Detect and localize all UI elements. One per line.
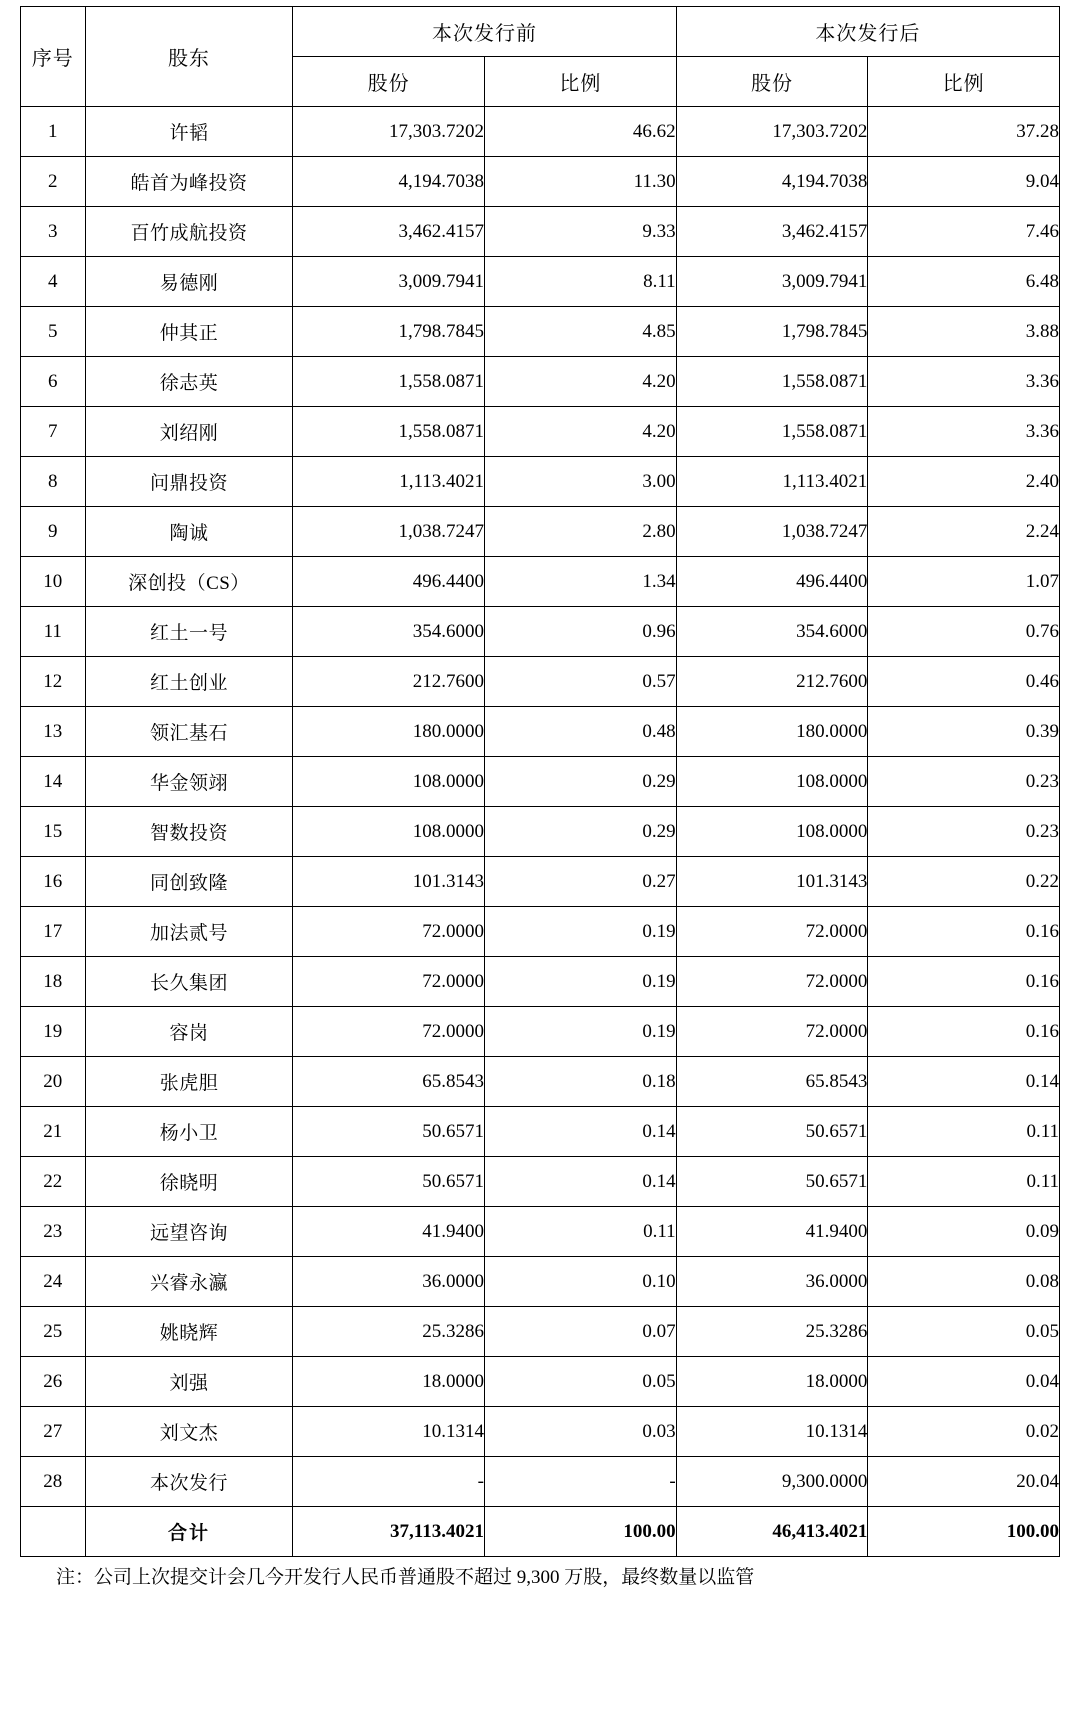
row-after-shares: 65.8543 xyxy=(676,1057,868,1107)
row-after-ratio: 6.48 xyxy=(868,257,1060,307)
row-index: 27 xyxy=(21,1407,86,1457)
row-before-ratio: 0.07 xyxy=(485,1307,677,1357)
row-after-shares: 1,798.7845 xyxy=(676,307,868,357)
row-after-shares: 108.0000 xyxy=(676,757,868,807)
row-after-shares: 3,009.7941 xyxy=(676,257,868,307)
row-before-shares: 17,303.7202 xyxy=(293,107,485,157)
row-shareholder-name: 红土一号 xyxy=(85,607,293,657)
table-row xyxy=(21,1257,1060,1307)
header-before-issue: 本次发行前 xyxy=(293,7,676,57)
row-before-shares: 72.0000 xyxy=(293,907,485,957)
row-after-ratio: 0.14 xyxy=(868,1057,1060,1107)
row-after-shares: 10.1314 xyxy=(676,1407,868,1457)
row-after-shares: 50.6571 xyxy=(676,1157,868,1207)
row-before-ratio: 0.14 xyxy=(485,1157,677,1207)
row-before-ratio: 0.14 xyxy=(485,1107,677,1157)
row-shareholder-name: 领汇基石 xyxy=(85,707,293,757)
row-after-ratio: 0.16 xyxy=(868,1007,1060,1057)
total-after-ratio: 100.00 xyxy=(868,1507,1060,1557)
row-after-shares: 101.3143 xyxy=(676,857,868,907)
table-body xyxy=(21,107,1060,1507)
header-shareholder: 股东 xyxy=(85,7,293,107)
row-after-shares: 354.6000 xyxy=(676,607,868,657)
table-row xyxy=(21,1157,1060,1207)
row-before-ratio: 0.18 xyxy=(485,1057,677,1107)
row-index: 14 xyxy=(21,757,86,807)
row-after-shares: 18.0000 xyxy=(676,1357,868,1407)
table-row xyxy=(21,357,1060,407)
row-after-shares: 1,113.4021 xyxy=(676,457,868,507)
row-index: 21 xyxy=(21,1107,86,1157)
header-index: 序号 xyxy=(21,7,86,107)
row-before-ratio: 0.10 xyxy=(485,1257,677,1307)
row-after-shares: 9,300.0000 xyxy=(676,1457,868,1507)
row-shareholder-name: 刘强 xyxy=(85,1357,293,1407)
row-index: 3 xyxy=(21,207,86,257)
row-before-shares: 3,009.7941 xyxy=(293,257,485,307)
row-before-ratio: 0.19 xyxy=(485,907,677,957)
row-after-ratio: 3.36 xyxy=(868,407,1060,457)
row-index: 18 xyxy=(21,957,86,1007)
row-after-shares: 108.0000 xyxy=(676,807,868,857)
row-index: 15 xyxy=(21,807,86,857)
table-row xyxy=(21,557,1060,607)
row-after-shares: 4,194.7038 xyxy=(676,157,868,207)
table-row xyxy=(21,307,1060,357)
row-shareholder-name: 长久集团 xyxy=(85,957,293,1007)
header-before-ratio: 比例 xyxy=(485,57,677,107)
row-before-ratio: 0.19 xyxy=(485,1007,677,1057)
row-index: 17 xyxy=(21,907,86,957)
row-after-ratio: 37.28 xyxy=(868,107,1060,157)
row-index: 11 xyxy=(21,607,86,657)
row-before-ratio: 0.29 xyxy=(485,807,677,857)
row-shareholder-name: 容岗 xyxy=(85,1007,293,1057)
row-shareholder-name: 深创投（CS） xyxy=(85,557,293,607)
row-before-ratio: 0.96 xyxy=(485,607,677,657)
row-after-ratio: 0.16 xyxy=(868,907,1060,957)
row-shareholder-name: 徐晓明 xyxy=(85,1157,293,1207)
row-after-ratio: 0.46 xyxy=(868,657,1060,707)
table-row xyxy=(21,207,1060,257)
row-after-shares: 72.0000 xyxy=(676,1007,868,1057)
table-row xyxy=(21,1057,1060,1107)
row-shareholder-name: 徐志英 xyxy=(85,357,293,407)
table-row xyxy=(21,957,1060,1007)
row-index: 23 xyxy=(21,1207,86,1257)
row-before-shares: 1,558.0871 xyxy=(293,357,485,407)
row-before-shares: 65.8543 xyxy=(293,1057,485,1107)
row-after-ratio: 3.36 xyxy=(868,357,1060,407)
row-index: 2 xyxy=(21,157,86,207)
table-row xyxy=(21,457,1060,507)
row-after-shares: 36.0000 xyxy=(676,1257,868,1307)
total-after-shares: 46,413.4021 xyxy=(676,1507,868,1557)
row-before-shares: 354.6000 xyxy=(293,607,485,657)
row-index: 25 xyxy=(21,1307,86,1357)
table-row-total xyxy=(21,1507,1060,1557)
row-before-ratio: 1.34 xyxy=(485,557,677,607)
table-row xyxy=(21,1357,1060,1407)
table-row xyxy=(21,157,1060,207)
row-after-ratio: 9.04 xyxy=(868,157,1060,207)
row-shareholder-name: 仲其正 xyxy=(85,307,293,357)
row-before-shares: 212.7600 xyxy=(293,657,485,707)
row-before-shares: 50.6571 xyxy=(293,1107,485,1157)
row-shareholder-name: 同创致隆 xyxy=(85,857,293,907)
row-after-ratio: 7.46 xyxy=(868,207,1060,257)
row-after-ratio: 0.76 xyxy=(868,607,1060,657)
row-shareholder-name: 姚晓辉 xyxy=(85,1307,293,1357)
shareholder-structure-table xyxy=(20,6,1060,1557)
table-row xyxy=(21,1457,1060,1507)
table-row xyxy=(21,757,1060,807)
row-before-shares: 108.0000 xyxy=(293,807,485,857)
table-row xyxy=(21,1307,1060,1357)
total-index-cell xyxy=(21,1507,86,1557)
row-before-shares: 1,798.7845 xyxy=(293,307,485,357)
row-after-ratio: 0.02 xyxy=(868,1407,1060,1457)
row-before-ratio: 11.30 xyxy=(485,157,677,207)
table-row xyxy=(21,107,1060,157)
header-after-ratio: 比例 xyxy=(868,57,1060,107)
row-after-ratio: 0.11 xyxy=(868,1157,1060,1207)
table-row xyxy=(21,657,1060,707)
row-index: 8 xyxy=(21,457,86,507)
row-after-shares: 1,558.0871 xyxy=(676,407,868,457)
row-index: 12 xyxy=(21,657,86,707)
table-row xyxy=(21,257,1060,307)
row-after-shares: 1,038.7247 xyxy=(676,507,868,557)
row-index: 5 xyxy=(21,307,86,357)
table-header-row-groups xyxy=(21,7,1060,57)
row-index: 28 xyxy=(21,1457,86,1507)
row-before-shares: 72.0000 xyxy=(293,1007,485,1057)
row-after-ratio: 0.16 xyxy=(868,957,1060,1007)
table-row xyxy=(21,1207,1060,1257)
row-shareholder-name: 智数投资 xyxy=(85,807,293,857)
header-before-shares: 股份 xyxy=(293,57,485,107)
row-after-shares: 1,558.0871 xyxy=(676,357,868,407)
row-index: 19 xyxy=(21,1007,86,1057)
table-row xyxy=(21,507,1060,557)
table-row xyxy=(21,1407,1060,1457)
row-index: 16 xyxy=(21,857,86,907)
row-before-shares: 50.6571 xyxy=(293,1157,485,1207)
row-after-shares: 180.0000 xyxy=(676,707,868,757)
row-shareholder-name: 陶诚 xyxy=(85,507,293,557)
row-before-shares: 1,113.4021 xyxy=(293,457,485,507)
row-after-ratio: 3.88 xyxy=(868,307,1060,357)
row-before-ratio: 4.85 xyxy=(485,307,677,357)
total-before-ratio: 100.00 xyxy=(485,1507,677,1557)
row-after-shares: 17,303.7202 xyxy=(676,107,868,157)
row-shareholder-name: 加法贰号 xyxy=(85,907,293,957)
row-shareholder-name: 本次发行 xyxy=(85,1457,293,1507)
row-shareholder-name: 许韬 xyxy=(85,107,293,157)
row-before-shares: 101.3143 xyxy=(293,857,485,907)
row-shareholder-name: 红土创业 xyxy=(85,657,293,707)
row-before-shares: 108.0000 xyxy=(293,757,485,807)
row-before-ratio: 2.80 xyxy=(485,507,677,557)
row-shareholder-name: 华金领翊 xyxy=(85,757,293,807)
row-before-ratio: 0.19 xyxy=(485,957,677,1007)
row-index: 6 xyxy=(21,357,86,407)
row-index: 9 xyxy=(21,507,86,557)
row-before-shares: 25.3286 xyxy=(293,1307,485,1357)
row-before-ratio: 4.20 xyxy=(485,357,677,407)
total-label: 合计 xyxy=(85,1507,293,1557)
row-before-ratio: 0.29 xyxy=(485,757,677,807)
row-before-shares: 10.1314 xyxy=(293,1407,485,1457)
table-footnote: 注：公司上次提交计会几今开发行人民币普通股不超过 9,300 万股，最终数量以监管 xyxy=(56,1567,755,1588)
row-before-shares: 18.0000 xyxy=(293,1357,485,1407)
table-row xyxy=(21,407,1060,457)
row-after-shares: 41.9400 xyxy=(676,1207,868,1257)
table-footer xyxy=(21,1507,1060,1557)
row-shareholder-name: 问鼎投资 xyxy=(85,457,293,507)
row-before-ratio: 46.62 xyxy=(485,107,677,157)
row-index: 22 xyxy=(21,1157,86,1207)
row-index: 26 xyxy=(21,1357,86,1407)
row-after-shares: 72.0000 xyxy=(676,957,868,1007)
row-before-shares: 72.0000 xyxy=(293,957,485,1007)
row-after-ratio: 0.09 xyxy=(868,1207,1060,1257)
row-before-ratio: 0.27 xyxy=(485,857,677,907)
row-index: 1 xyxy=(21,107,86,157)
row-before-ratio: - xyxy=(485,1457,677,1507)
row-before-shares: 3,462.4157 xyxy=(293,207,485,257)
row-before-shares: 180.0000 xyxy=(293,707,485,757)
row-before-ratio: 0.48 xyxy=(485,707,677,757)
table-row xyxy=(21,907,1060,957)
header-after-issue: 本次发行后 xyxy=(676,7,1059,57)
row-shareholder-name: 百竹成航投资 xyxy=(85,207,293,257)
row-before-shares: 496.4400 xyxy=(293,557,485,607)
table-row xyxy=(21,1007,1060,1057)
row-after-ratio: 2.24 xyxy=(868,507,1060,557)
row-before-ratio: 0.05 xyxy=(485,1357,677,1407)
row-before-shares: 1,558.0871 xyxy=(293,407,485,457)
table-row xyxy=(21,607,1060,657)
row-before-shares: 41.9400 xyxy=(293,1207,485,1257)
row-shareholder-name: 张虎胆 xyxy=(85,1057,293,1107)
row-shareholder-name: 杨小卫 xyxy=(85,1107,293,1157)
row-after-shares: 3,462.4157 xyxy=(676,207,868,257)
row-after-ratio: 2.40 xyxy=(868,457,1060,507)
row-before-ratio: 0.03 xyxy=(485,1407,677,1457)
table-header xyxy=(21,7,1060,107)
table-row xyxy=(21,1107,1060,1157)
row-shareholder-name: 刘文杰 xyxy=(85,1407,293,1457)
header-after-shares: 股份 xyxy=(676,57,868,107)
row-index: 13 xyxy=(21,707,86,757)
row-before-ratio: 3.00 xyxy=(485,457,677,507)
table-row xyxy=(21,857,1060,907)
row-index: 7 xyxy=(21,407,86,457)
row-after-shares: 212.7600 xyxy=(676,657,868,707)
row-after-ratio: 20.04 xyxy=(868,1457,1060,1507)
row-after-shares: 50.6571 xyxy=(676,1107,868,1157)
table-row xyxy=(21,707,1060,757)
row-after-ratio: 0.23 xyxy=(868,807,1060,857)
row-before-ratio: 4.20 xyxy=(485,407,677,457)
row-before-shares: 4,194.7038 xyxy=(293,157,485,207)
total-before-shares: 37,113.4021 xyxy=(293,1507,485,1557)
row-after-ratio: 0.39 xyxy=(868,707,1060,757)
row-index: 24 xyxy=(21,1257,86,1307)
row-after-ratio: 0.08 xyxy=(868,1257,1060,1307)
row-before-shares: 1,038.7247 xyxy=(293,507,485,557)
row-after-ratio: 1.07 xyxy=(868,557,1060,607)
row-before-ratio: 9.33 xyxy=(485,207,677,257)
row-after-ratio: 0.11 xyxy=(868,1107,1060,1157)
row-after-ratio: 0.05 xyxy=(868,1307,1060,1357)
row-before-shares: 36.0000 xyxy=(293,1257,485,1307)
row-after-ratio: 0.22 xyxy=(868,857,1060,907)
row-index: 4 xyxy=(21,257,86,307)
row-after-ratio: 0.04 xyxy=(868,1357,1060,1407)
row-after-shares: 25.3286 xyxy=(676,1307,868,1357)
row-shareholder-name: 易德刚 xyxy=(85,257,293,307)
row-before-ratio: 8.11 xyxy=(485,257,677,307)
row-index: 10 xyxy=(21,557,86,607)
row-before-ratio: 0.11 xyxy=(485,1207,677,1257)
row-shareholder-name: 远望咨询 xyxy=(85,1207,293,1257)
row-before-shares: - xyxy=(293,1457,485,1507)
row-shareholder-name: 兴睿永瀛 xyxy=(85,1257,293,1307)
row-index: 20 xyxy=(21,1057,86,1107)
row-shareholder-name: 皓首为峰投资 xyxy=(85,157,293,207)
row-after-shares: 496.4400 xyxy=(676,557,868,607)
row-shareholder-name: 刘绍刚 xyxy=(85,407,293,457)
row-before-ratio: 0.57 xyxy=(485,657,677,707)
row-after-shares: 72.0000 xyxy=(676,907,868,957)
table-row xyxy=(21,807,1060,857)
row-after-ratio: 0.23 xyxy=(868,757,1060,807)
